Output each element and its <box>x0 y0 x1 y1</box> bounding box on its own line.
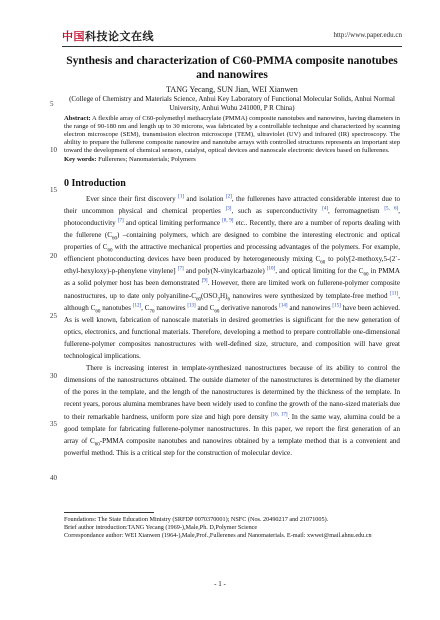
site-logo <box>62 28 154 44</box>
line-number: 40 <box>50 474 57 482</box>
citation[interactable]: [13] <box>187 303 196 309</box>
line-number: 5 <box>50 100 54 108</box>
citation[interactable]: [5, 6] <box>384 206 399 212</box>
keywords-label: Key words: <box>64 155 97 163</box>
citation[interactable]: [9] <box>201 279 208 285</box>
citation[interactable]: [2] <box>225 194 232 200</box>
header-rule <box>62 46 402 47</box>
line-number: 20 <box>50 252 57 260</box>
logo-red-text: 中国 <box>62 30 85 43</box>
line-number: 35 <box>50 420 57 428</box>
intro-paragraph-1: Ever since their first discovery [1] and isolation [2], the fullerenes have attracted considerable interest due to their uncommon physical and chemical properties [3], such as superconductivity [4], ferromagnetism [5, 6], photoconductivity [7] and optical limiting performance [8, 9] etc.. Recently, there are a number of reports dealing with the fullerene $(C_{60})$ –containing polymers, which are designed to combine the interesting electronic and optical properties of $C_{60}$ with the attractive mechanical properties and processing advantages of the polymers. For example, effiencient photoconducting devices have been produced by heterogeneously mixing $C_{60}$ to poly[2-methoxy,5-(2`-ethyl-hexyloxy)-p-phenylene vinylene] [7] and poly(N-vinylcarbazole) [10], and optical limiting for the $C_{60}$ in PMMA as a solid polymer host has been demonstrated [9]. However, there are limited work on fullerene-polymer composite nanostructures, up to date only polyaniline-$C_{60}(OSO_3H)_6$ nanowires were synthesized by template-free method [11], although $C_{60}$ nanotubes [12], $C_{70}$ nanowires [13] and $C_{60}$ derivative nanorods [14] and nanowires [15] have been achieved. As is well known, fabrication of nanoscale materials in desired geometries is significant for the new generation of optics, electronics, and functional materials. Therefore, developing a method to prepare controllable one-dimensional fullerene-polymer composites nanostructures with well-defined size, structure, and composition will have great technological implications. <box>64 194 401 361</box>
paper-body <box>64 54 400 459</box>
citation[interactable]: [4] <box>322 206 329 212</box>
site-url[interactable]: http://www.paper.edu.cn <box>333 31 402 39</box>
page-header <box>62 28 402 46</box>
footnote-correspondence: Correspondance author: WEI Xianwen (1964-),Male,Prof.,Fullerenes and Nanomaterials. E-mail: xwwei@mail.ahnu.edu.cn <box>64 532 372 539</box>
intro-paragraph-2: There is increasing interest in template-synthesized nanostructures because of its ability to control the dimensions of the nanostructures obtained. The outside diameter of the nanostructures is determined by the diameter of the pores in the template, and the length of the nanostructures is determined by the thickness of the template. In recent years, porous alumina membranes have been widely used to confine the growth of the nano-sized materials due to their remarkable hardness, uniform pore size and high pore density [16, 17]. In the same way, alumina could be a good template for fabricating fullerene-polymer nanostructures. In this paper, we report the first generation of an array of $C_{60}$-PMMA composite nanotubes and nanowires obtained by a template method that is a convenient and powerful method. This is a critical step for the construction of molecular device. <box>64 364 400 457</box>
page-number: - 1 - <box>214 580 226 588</box>
author-list: TANG Yecang, SUN Jian, WEI Xianwen <box>166 85 298 94</box>
footnote-rule <box>64 512 154 513</box>
affiliation: (College of Chemistry and Materials Science, Anhui Key Laboratory of Functional Molecular Solids, Anhui Normal University, Anhui Wuhu 241000, P R China) <box>69 95 395 112</box>
keywords-text: Fullerenes; Nanomaterials; Polymers <box>98 155 196 163</box>
citation[interactable]: [10] <box>266 267 276 273</box>
line-number: 30 <box>50 372 57 380</box>
logo-black-text: 科技论文在线 <box>85 30 154 43</box>
footnote-author-intro: Brief author introduction:TANG Yecang (1969-),Male,Ph. D,Polymer Science <box>64 524 258 531</box>
footnote-foundations: Foundations: The State Education Ministry (SRFDP 0070370001); NSFC (Nos. 20490217 and 21071005). <box>64 516 329 523</box>
citation[interactable]: [14] <box>279 303 288 309</box>
citation[interactable]: [3] <box>225 206 232 212</box>
citation[interactable]: [12] <box>132 303 142 309</box>
abstract-text: A flexible array of C60-polymethyl methacrylate (PMMA) composite nanotubes and nanowires, having diameters in the range of 90-180 nm and length up to 30 microns, was fabricated by a controllable technique and characterized by scanning electron microscope (SEM), transmission electron microscope (TEM), ultraviolet (UV) and infrared (IR) spectroscopy. The ability to prepare the fullerene composite nanowire and nanotube arrays with controlled structures represents an important step toward the development of chemical sensors, catalyst, optical devices and nanoscale electronic devices based on fullerenes. <box>64 114 400 155</box>
citation[interactable]: [11] <box>390 291 399 297</box>
section-heading: 0 Introduction <box>64 177 126 189</box>
citation[interactable]: [7] <box>117 218 124 224</box>
citation[interactable]: [8, 9] <box>222 218 234 224</box>
citation[interactable]: [7] <box>177 267 184 273</box>
citation[interactable]: [1] <box>178 194 184 200</box>
citation[interactable]: [15] <box>332 303 341 309</box>
line-number: 10 <box>50 146 57 154</box>
abstract-label: Abstract: <box>64 114 91 122</box>
footnotes <box>64 516 400 540</box>
paper-title: Synthesis and characterization of C60-PMMA composite nanotubes and nanowires <box>66 55 398 81</box>
citation[interactable]: [16, 17] <box>270 412 288 418</box>
keywords <box>64 156 400 164</box>
abstract <box>64 115 400 156</box>
line-number: 25 <box>50 312 57 320</box>
line-number: 15 <box>50 186 57 194</box>
